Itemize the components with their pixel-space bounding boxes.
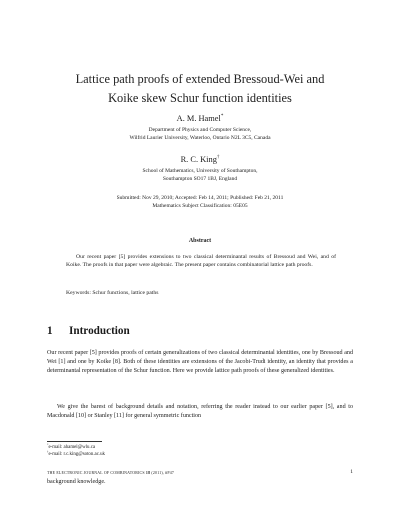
publication-dates <box>40 194 360 210</box>
footnote-rule <box>47 441 102 442</box>
keywords-label: Keywords: <box>66 290 91 296</box>
page-number: 1 <box>350 469 353 475</box>
msc-label: Mathematics Subject Classification: <box>152 203 232 209</box>
footnote-2-mark: † <box>47 449 49 454</box>
section-title: Introduction <box>69 325 130 337</box>
section-number: 1 <box>47 325 53 337</box>
msc-line <box>40 202 360 210</box>
paper-title <box>40 70 360 108</box>
footnotes <box>47 444 353 458</box>
abstract-text: Our recent paper [5] provides extensions to two classical determinantal results of Bressoud and Wei, and of Koike. The proofs in that paper were algebraic. The present paper contains combinatorial lattice path proofs. <box>66 254 336 269</box>
paragraph-2: We give the barest of background details and notation, referring the reader instead to our earlier paper [5], and to Macdonald [10] or Stanley [11] for general symmetric function <box>47 404 353 419</box>
journal-volume: 18 <box>145 471 151 475</box>
trailing-text: background knowledge. <box>47 479 106 485</box>
title-line-1: Lattice path proofs of extended Bressoud-Wei and <box>75 72 325 86</box>
footnote-1-text: e-mail: ahamel@wlu.ca <box>48 445 96 450</box>
footnote-1-mark: * <box>47 442 49 447</box>
title-line-2: Koike skew Schur function identities <box>108 91 292 105</box>
author-block-2 <box>40 155 360 183</box>
affiliation-2-line-1: School of Mathematics, University of Southampton, <box>142 168 258 174</box>
journal-footer <box>47 470 287 476</box>
author-name-1: A. M. Hamel <box>176 114 221 123</box>
journal-issue: (2011), #P47 <box>151 471 174 475</box>
keywords <box>66 289 336 297</box>
author-affiliation-1 <box>40 127 360 142</box>
affiliation-2-line-2: Southampton SO17 1BJ, England <box>162 175 238 182</box>
footnote-1 <box>47 444 353 451</box>
affiliation-1-line-2: Wilfrid Laurier University, Waterloo, Ontario N2L 3C5, Canada <box>129 134 271 141</box>
msc-value: 05E05 <box>233 203 248 209</box>
affiliation-1-line-1: Department of Physics and Computer Science, <box>148 127 252 133</box>
author-block-1 <box>40 114 360 142</box>
keywords-text: Schur functions, lattice paths <box>92 290 159 296</box>
author-name-2: R. C. King <box>180 155 217 164</box>
abstract-heading: Abstract <box>188 238 212 244</box>
paragraph-1: Our recent paper [5] provides proofs of certain generalizations of two classical determinantal identities, one by Bressoud and Wei [1] and one by Koike [8]. Both of these identities are extensions of the Jacobi-Trudi identity, an identity that provides a determinantal representation of the Schur function. Here we provide lattice path proofs of these generalized identities. <box>47 350 353 374</box>
journal-name: THE ELECTRONIC JOURNAL OF COMBINATORICS <box>47 471 145 475</box>
footnote-2 <box>47 451 353 458</box>
author-affiliation-2 <box>40 168 360 183</box>
author-mark-2: † <box>216 155 220 161</box>
footnote-2-text: e-mail: r.c.king@soton.ac.uk <box>48 452 105 458</box>
author-mark-1: * <box>220 114 224 120</box>
section-heading <box>47 324 130 338</box>
submission-dates: Submitted: Nov 29, 2010; Accepted: Feb 14, 2011; Published: Feb 21, 2011 <box>116 195 284 201</box>
